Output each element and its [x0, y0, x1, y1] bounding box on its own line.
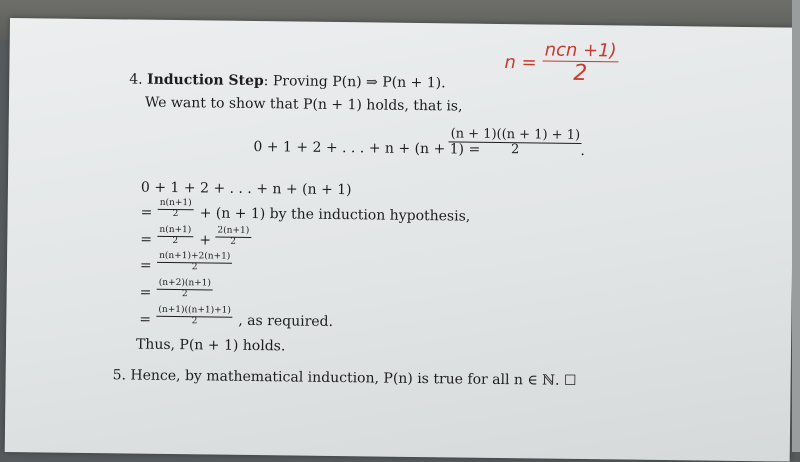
proof-line-1-eq: = — [140, 204, 153, 221]
proof-line-5-eq: = — [139, 311, 152, 328]
handwritten-note — [504, 52, 536, 73]
step4-heading — [129, 71, 446, 91]
handwritten-denominator: 2 — [573, 60, 588, 86]
handwritten-fraction — [542, 41, 619, 87]
proof-line-2-fraction-b — [215, 227, 251, 248]
proof-line-5-den: 2 — [191, 316, 198, 327]
paper-sheet — [5, 18, 795, 462]
proof-line-5-rest: , as required. — [238, 312, 334, 330]
display-eq-lhs: 0 + 1 + 2 + . . . + n + (n + 1) = — [253, 138, 481, 158]
proof-line-2-eq: = — [140, 231, 153, 248]
proof-line-1-num: n(n+1) — [158, 199, 194, 210]
proof-line-0: 0 + 1 + 2 + . . . + n + (n + 1) — [140, 179, 352, 199]
proof-line-4-den: 2 — [181, 289, 188, 300]
handwritten-lhs: n = — [504, 52, 537, 74]
proof-line-2-fraction-a — [157, 226, 193, 247]
step4-text: : Proving P(n) ⇒ P(n + 1). — [263, 73, 446, 92]
step5-number: 5. — [112, 367, 127, 384]
proof-line-4-fraction — [157, 279, 213, 300]
proof-line-3-den: 2 — [191, 262, 198, 273]
step5 — [113, 367, 577, 389]
proof-line-3-num: n(n+1)+2(n+1) — [157, 252, 232, 264]
proof-line-3-fraction — [157, 252, 232, 274]
proof-line-2-b-num: 2(n+1) — [215, 227, 251, 238]
proof-line-2-a-den: 2 — [172, 235, 179, 246]
step5-text: Hence, by mathematical induction, P(n) is true for all n ∈ ℕ. ☐ — [130, 367, 577, 389]
display-eq-denominator: 2 — [510, 142, 520, 158]
handwritten-numerator: ncn +1) — [543, 41, 619, 63]
proof-line-2-b-den: 2 — [230, 236, 237, 247]
proof-line-1-den: 2 — [172, 208, 179, 219]
proof-line-2-a-num: n(n+1) — [157, 226, 193, 237]
proof-line-2-plus: + — [199, 232, 212, 249]
display-eq-end: . — [580, 142, 585, 160]
proof-line-5-num: (n+1)((n+1)+1) — [156, 306, 233, 318]
step4-number: 4. — [129, 71, 143, 88]
proof-conclusion: Thus, P(n + 1) holds. — [135, 336, 286, 355]
display-eq-numerator: (n + 1)((n + 1) + 1) — [449, 127, 583, 144]
proof-line-5-fraction — [156, 306, 233, 328]
display-eq-fraction — [448, 127, 582, 158]
proof-line-1-fraction — [158, 199, 194, 220]
step4-title: Induction Step — [146, 71, 264, 90]
image-right-border — [792, 0, 800, 452]
proof-line-1-rest: + (n + 1) by the induction hypothesis, — [199, 205, 471, 225]
proof-line-4-num: (n+2)(n+1) — [157, 279, 213, 291]
proof-line-3-eq: = — [139, 257, 152, 274]
step4-want: We want to show that P(n + 1) holds, that is, — [144, 94, 463, 115]
proof-line-4-eq: = — [139, 284, 152, 301]
